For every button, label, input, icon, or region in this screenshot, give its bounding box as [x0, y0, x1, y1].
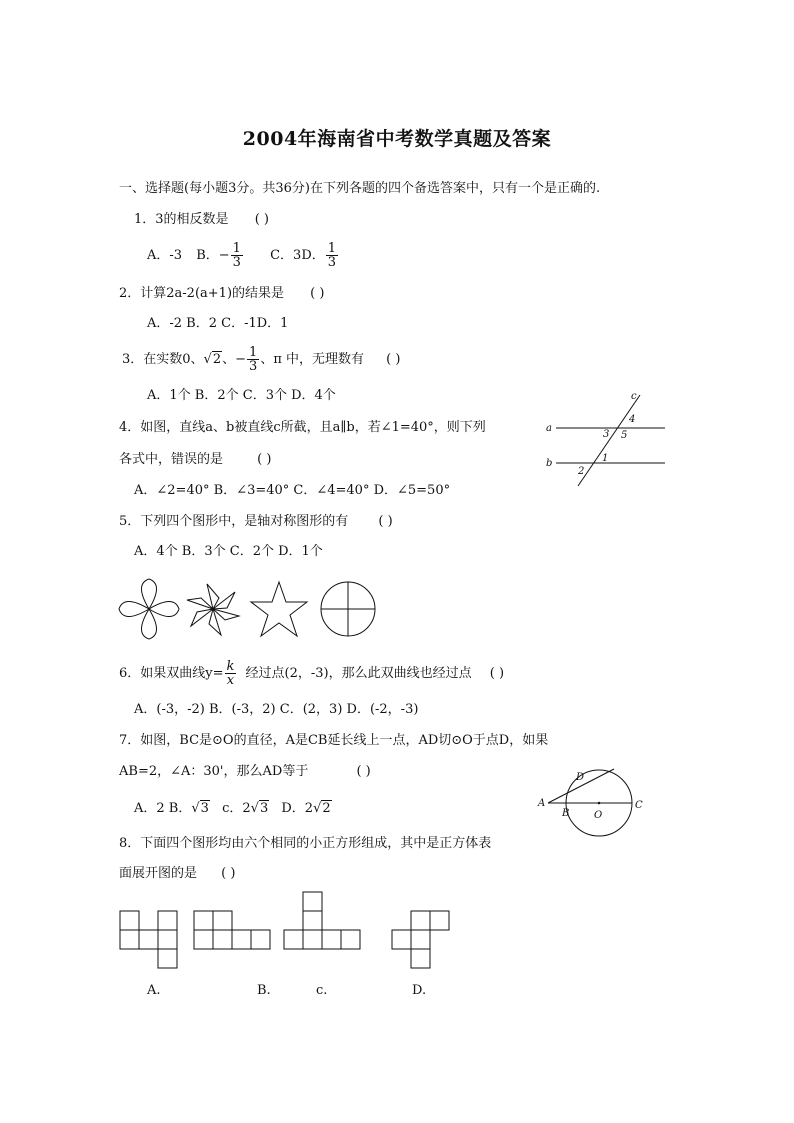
question-2-options: A．-2 B．2 C．-1D．1	[147, 316, 289, 331]
question-7-options	[134, 801, 332, 817]
question-6-stem: 6．如果双曲线y=	[119, 666, 224, 681]
question-5-options: A．4个 B．3个 C．2个 D．1个	[134, 544, 323, 559]
net-label-a: A.	[147, 983, 161, 998]
net-label-b: B.	[257, 983, 271, 998]
answer-paren: ( )	[378, 514, 393, 529]
question-3-stem-end: 、π 中，无理数有	[260, 352, 364, 367]
question-1-options	[147, 240, 339, 272]
answer-paren: ( )	[356, 764, 371, 779]
label-O: O	[594, 810, 603, 821]
option-d: D．2	[281, 801, 314, 816]
numerator: 1	[232, 241, 241, 256]
net-label-c: c.	[316, 983, 328, 998]
separator: 、−	[222, 352, 247, 367]
question-4-stem: 各式中，错误的是	[119, 452, 224, 467]
sqrt-expression: √3	[250, 801, 269, 816]
question-5	[119, 514, 393, 530]
angle-label-2: 2	[578, 466, 585, 477]
question-8-line1: 8．下面四个图形均由六个相同的小正方形组成，其中是正方体表	[119, 836, 492, 851]
label-b: b	[546, 458, 553, 469]
sqrt-expression: √2	[313, 801, 331, 816]
option-c: C．3	[270, 248, 302, 263]
question-7-line1: 7．如图，BC是⊙O的直径，A是CB延长线上一点，AD切⊙O于点D，如果	[119, 733, 549, 748]
question-2-stem: 2．计算2a-2(a+1)的结果是	[119, 286, 285, 301]
pinwheel-triangles-figure	[183, 580, 243, 638]
question-6	[119, 656, 504, 692]
cube-net-b-figure	[193, 909, 275, 951]
answer-paren: ( )	[489, 666, 505, 681]
label-a: a	[546, 423, 552, 434]
page-title: 2004年海南省中考数学真题及答案	[242, 128, 552, 150]
angle-label-1: 1	[602, 453, 609, 464]
angle-label-5: 5	[621, 430, 628, 441]
question-6-stem-end: 经过点(2，-3)，那么此双曲线也经过点	[245, 666, 472, 681]
four-petal-flower-figure	[118, 578, 180, 640]
question-7-line2	[119, 764, 371, 780]
option-c: c．2	[222, 801, 251, 816]
question-4-line2	[119, 452, 271, 468]
option-b: B．	[196, 248, 219, 263]
numerator: k	[226, 659, 235, 674]
question-1	[134, 212, 269, 228]
answer-paren: ( )	[221, 866, 236, 881]
parallel-lines-figure	[540, 390, 670, 490]
sqrt-expression: √2	[203, 352, 222, 367]
option-a-b: A．2 B．	[134, 801, 192, 816]
cube-net-a-figure	[119, 909, 181, 969]
question-6-options: A．(-3，-2) B．(-3，2) C．(2，3) D．(-2，-3)	[134, 702, 419, 717]
label-C: C	[635, 800, 643, 811]
label-B: B	[562, 808, 570, 819]
question-8-stem: 面展开图的是	[119, 866, 198, 881]
line-c	[578, 395, 640, 486]
fraction	[231, 242, 243, 269]
question-4-options: A．∠2=40° B．∠3=40° C．∠4=40° D．∠5=50°	[134, 483, 451, 498]
numerator: 1	[327, 241, 337, 256]
angle-label-4: 4	[629, 414, 636, 425]
cube-net-c-figure	[283, 890, 363, 952]
radicand: 3	[200, 801, 209, 816]
center-point	[598, 802, 601, 805]
label-D: D	[576, 772, 585, 783]
question-3-stem: 3．在实数0、	[122, 352, 204, 367]
question-7-stem: AB=2，∠A：30'，那么AD等于	[119, 764, 309, 779]
denominator: 3	[232, 255, 241, 270]
angle-label-3: 3	[603, 429, 610, 440]
answer-paren: ( )	[257, 452, 272, 467]
fraction	[247, 346, 259, 373]
net-label-d: D.	[412, 983, 427, 998]
answer-paren: ( )	[386, 352, 401, 367]
denominator: 3	[249, 359, 258, 374]
label-c: c	[631, 391, 637, 402]
question-5-stem: 5．下列四个图形中，是轴对称图形的有	[119, 514, 349, 529]
denominator: x	[225, 673, 237, 687]
sqrt-expression: √3	[191, 801, 209, 816]
star-figure	[249, 580, 309, 638]
fraction	[326, 242, 338, 269]
question-4-line1: 4．如图，直线a、b被直线c所截，且a∥b，若∠1=40°，则下列	[119, 420, 486, 435]
cube-net-d-figure	[391, 909, 453, 969]
answer-paren: ( )	[310, 286, 325, 301]
question-3	[122, 344, 400, 376]
option-a: A．-3	[147, 248, 183, 263]
radicand: 2	[212, 352, 222, 367]
question-3-options: A．1个 B．2个 C．3个 D．4个	[147, 388, 336, 403]
minus-sign: −	[218, 248, 230, 263]
radicand: 3	[259, 801, 269, 816]
question-1-stem: 1．3的相反数是	[134, 212, 229, 227]
fraction	[225, 660, 237, 687]
answer-paren: ( )	[254, 212, 269, 227]
denominator: 3	[327, 255, 337, 270]
question-2	[119, 286, 324, 302]
option-d: D．	[301, 248, 325, 263]
question-8-line2	[119, 866, 235, 882]
quarter-circle-pinwheel-figure	[316, 578, 380, 640]
label-A: A	[538, 798, 546, 809]
radicand: 2	[322, 801, 331, 816]
circle-tangent-figure	[536, 766, 648, 826]
numerator: 1	[249, 345, 258, 360]
section-heading: 一、选择题(每小题3分。共36分)在下列各题的四个备选答案中，只有一个是正确的.	[119, 181, 601, 196]
